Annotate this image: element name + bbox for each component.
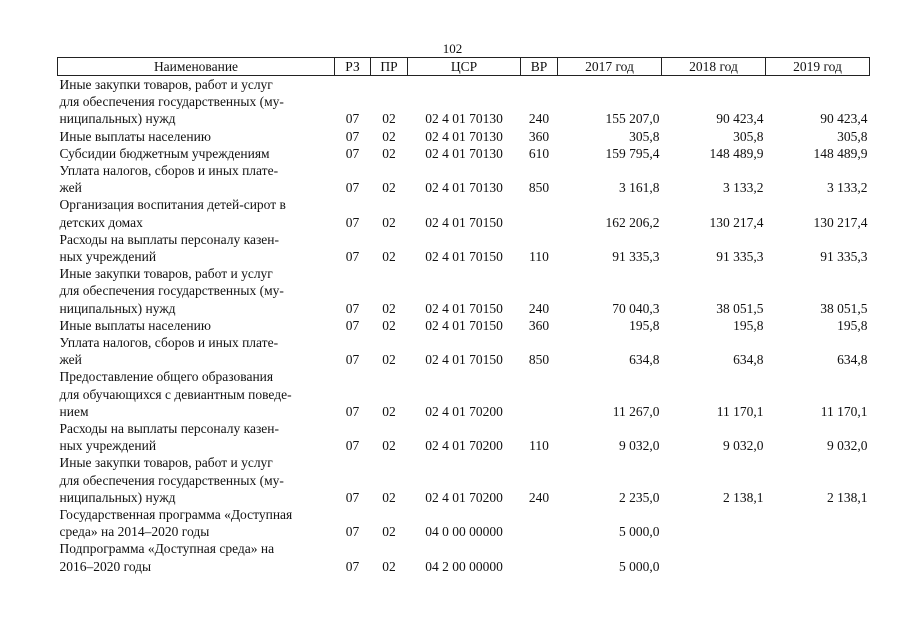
cell-csr: 02 4 01 70130 <box>425 145 503 161</box>
cell-pr: 02 <box>382 438 396 454</box>
cell-2018: 91 335,3 <box>716 249 764 265</box>
cell-pr: 02 <box>382 403 396 419</box>
table-row <box>58 506 870 540</box>
cell-name: Государственная программа «Доступная среда» на 2014–2020 годы <box>59 507 293 540</box>
cell-2018: 130 217,4 <box>709 214 764 230</box>
cell-vr: 240 <box>528 300 550 316</box>
table-row <box>58 334 870 368</box>
cell-pr: 02 <box>382 300 396 316</box>
cell-csr: 02 4 01 70150 <box>425 249 503 265</box>
budget-table <box>57 57 870 575</box>
cell-2017: 162 206,2 <box>605 214 660 230</box>
cell-pr: 02 <box>382 352 396 368</box>
cell-csr: 04 0 00 00000 <box>425 524 503 540</box>
cell-vr: 240 <box>528 111 550 127</box>
cell-pr: 02 <box>382 317 396 333</box>
table-row <box>58 317 870 334</box>
cell-name: Иные выплаты населению <box>59 317 211 333</box>
header-name: Наименование <box>58 58 335 76</box>
cell-pr: 02 <box>382 249 396 265</box>
cell-csr: 02 4 01 70150 <box>425 300 503 316</box>
cell-2018 <box>662 506 766 540</box>
cell-2019: 305,8 <box>837 128 868 144</box>
cell-rz: 07 <box>345 145 360 161</box>
cell-vr <box>521 506 558 540</box>
table-row <box>58 196 870 230</box>
cell-pr: 02 <box>382 214 396 230</box>
table-row <box>58 420 870 454</box>
cell-rz: 07 <box>345 180 360 196</box>
cell-2019: 38 051,5 <box>820 300 868 316</box>
cell-vr <box>521 540 558 574</box>
cell-rz: 07 <box>345 489 360 505</box>
cell-2019: 11 170,1 <box>820 403 868 419</box>
header-2019: 2019 год <box>766 58 870 76</box>
table-row <box>58 368 870 420</box>
cell-2017: 5 000,0 <box>619 524 660 540</box>
cell-2017: 159 795,4 <box>605 145 660 161</box>
header-csr: ЦСР <box>408 58 521 76</box>
cell-csr: 02 4 01 70150 <box>425 317 503 333</box>
cell-2018: 634,8 <box>733 352 764 368</box>
cell-2018: 9 032,0 <box>723 438 764 454</box>
cell-2018 <box>662 540 766 574</box>
cell-vr: 360 <box>528 317 550 333</box>
cell-2017: 634,8 <box>629 352 660 368</box>
cell-vr: 240 <box>528 489 550 505</box>
cell-rz: 07 <box>345 128 360 144</box>
cell-2017: 305,8 <box>629 128 660 144</box>
cell-csr: 02 4 01 70130 <box>425 128 503 144</box>
cell-csr: 02 4 01 70200 <box>425 403 503 419</box>
table-header <box>58 58 870 76</box>
cell-2019: 3 133,2 <box>827 180 868 196</box>
cell-pr: 02 <box>382 489 396 505</box>
table-row <box>58 128 870 145</box>
cell-csr: 04 2 00 00000 <box>425 558 503 574</box>
header-pr: ПР <box>371 58 408 76</box>
cell-2018: 195,8 <box>733 317 764 333</box>
cell-pr: 02 <box>382 128 396 144</box>
cell-vr: 110 <box>529 249 549 265</box>
cell-2019: 2 138,1 <box>827 489 868 505</box>
cell-vr <box>521 368 558 420</box>
cell-2019: 148 489,9 <box>813 145 868 161</box>
cell-2017: 9 032,0 <box>619 438 660 454</box>
cell-vr: 110 <box>529 438 549 454</box>
cell-pr: 02 <box>382 145 396 161</box>
cell-2018: 305,8 <box>733 128 764 144</box>
cell-name: Иные закупки товаров, работ и услуг для обеспечения государственных (му- ниципальных) нужд <box>59 77 284 127</box>
cell-vr: 360 <box>528 128 550 144</box>
cell-csr: 02 4 01 70200 <box>425 438 503 454</box>
cell-2018: 2 138,1 <box>723 489 764 505</box>
cell-2018: 38 051,5 <box>716 300 764 316</box>
table-body <box>58 76 870 575</box>
cell-2019: 9 032,0 <box>827 438 868 454</box>
cell-rz: 07 <box>345 214 360 230</box>
cell-2017: 3 161,8 <box>619 180 660 196</box>
cell-name: Иные выплаты населению <box>59 128 211 144</box>
table-row <box>58 76 870 128</box>
cell-vr <box>521 196 558 230</box>
cell-name: Уплата налогов, сборов и иных плате- жей <box>59 163 279 196</box>
cell-name: Предоставление общего образования для обучающихся с девиантным поведе- нием <box>59 369 292 419</box>
cell-rz: 07 <box>345 403 360 419</box>
cell-csr: 02 4 01 70150 <box>425 214 503 230</box>
cell-2019: 130 217,4 <box>813 214 868 230</box>
cell-rz: 07 <box>345 558 360 574</box>
table-row <box>58 454 870 506</box>
header-2017: 2017 год <box>558 58 662 76</box>
cell-csr: 02 4 01 70150 <box>425 352 503 368</box>
cell-name: Подпрограмма «Доступная среда» на 2016–2020 годы <box>59 541 275 574</box>
cell-2019: 90 423,4 <box>820 111 868 127</box>
cell-pr: 02 <box>382 524 396 540</box>
cell-2018: 148 489,9 <box>709 145 764 161</box>
cell-name: Субсидии бюджетным учреждениям <box>59 145 270 161</box>
cell-rz: 07 <box>345 352 360 368</box>
cell-2017: 70 040,3 <box>612 300 660 316</box>
cell-csr: 02 4 01 70130 <box>425 180 503 196</box>
cell-rz: 07 <box>345 317 360 333</box>
cell-2018: 11 170,1 <box>716 403 764 419</box>
table-row <box>58 265 870 317</box>
cell-2019: 195,8 <box>837 317 868 333</box>
cell-rz: 07 <box>345 438 360 454</box>
cell-name: Иные закупки товаров, работ и услуг для обеспечения государственных (му- ниципальных) нужд <box>59 455 284 505</box>
cell-2017: 2 235,0 <box>619 489 660 505</box>
cell-name: Организация воспитания детей-сирот в детских домах <box>59 197 286 230</box>
cell-vr: 610 <box>528 145 550 161</box>
cell-2017: 5 000,0 <box>619 558 660 574</box>
cell-2017: 195,8 <box>629 317 660 333</box>
cell-name: Расходы на выплаты персоналу казен- ных учреждений <box>59 421 280 454</box>
cell-rz: 07 <box>345 300 360 316</box>
cell-csr: 02 4 01 70200 <box>425 489 503 505</box>
table-row <box>58 145 870 162</box>
cell-name: Уплата налогов, сборов и иных плате- жей <box>59 335 279 368</box>
cell-rz: 07 <box>345 524 360 540</box>
header-rz: РЗ <box>335 58 371 76</box>
cell-pr: 02 <box>382 111 396 127</box>
cell-2018: 90 423,4 <box>716 111 764 127</box>
cell-2019 <box>766 540 870 574</box>
cell-vr: 850 <box>528 352 550 368</box>
table-row <box>58 162 870 196</box>
cell-csr: 02 4 01 70130 <box>425 111 503 127</box>
cell-rz: 07 <box>345 249 360 265</box>
cell-2017: 91 335,3 <box>612 249 660 265</box>
table-row <box>58 231 870 265</box>
cell-2017: 11 267,0 <box>612 403 660 419</box>
cell-2019: 91 335,3 <box>820 249 868 265</box>
header-vr: ВР <box>521 58 558 76</box>
cell-vr: 850 <box>528 180 550 196</box>
cell-name: Иные закупки товаров, работ и услуг для обеспечения государственных (му- ниципальных) нужд <box>59 266 284 316</box>
cell-2019 <box>766 506 870 540</box>
header-2018: 2018 год <box>662 58 766 76</box>
cell-2017: 155 207,0 <box>605 111 660 127</box>
cell-2019: 634,8 <box>837 352 868 368</box>
cell-rz: 07 <box>345 111 360 127</box>
cell-2018: 3 133,2 <box>723 180 764 196</box>
table-row <box>58 540 870 574</box>
cell-pr: 02 <box>382 180 396 196</box>
cell-name: Расходы на выплаты персоналу казен- ных учреждений <box>59 231 280 265</box>
page-number: 102 <box>442 41 463 56</box>
cell-pr: 02 <box>382 558 396 574</box>
